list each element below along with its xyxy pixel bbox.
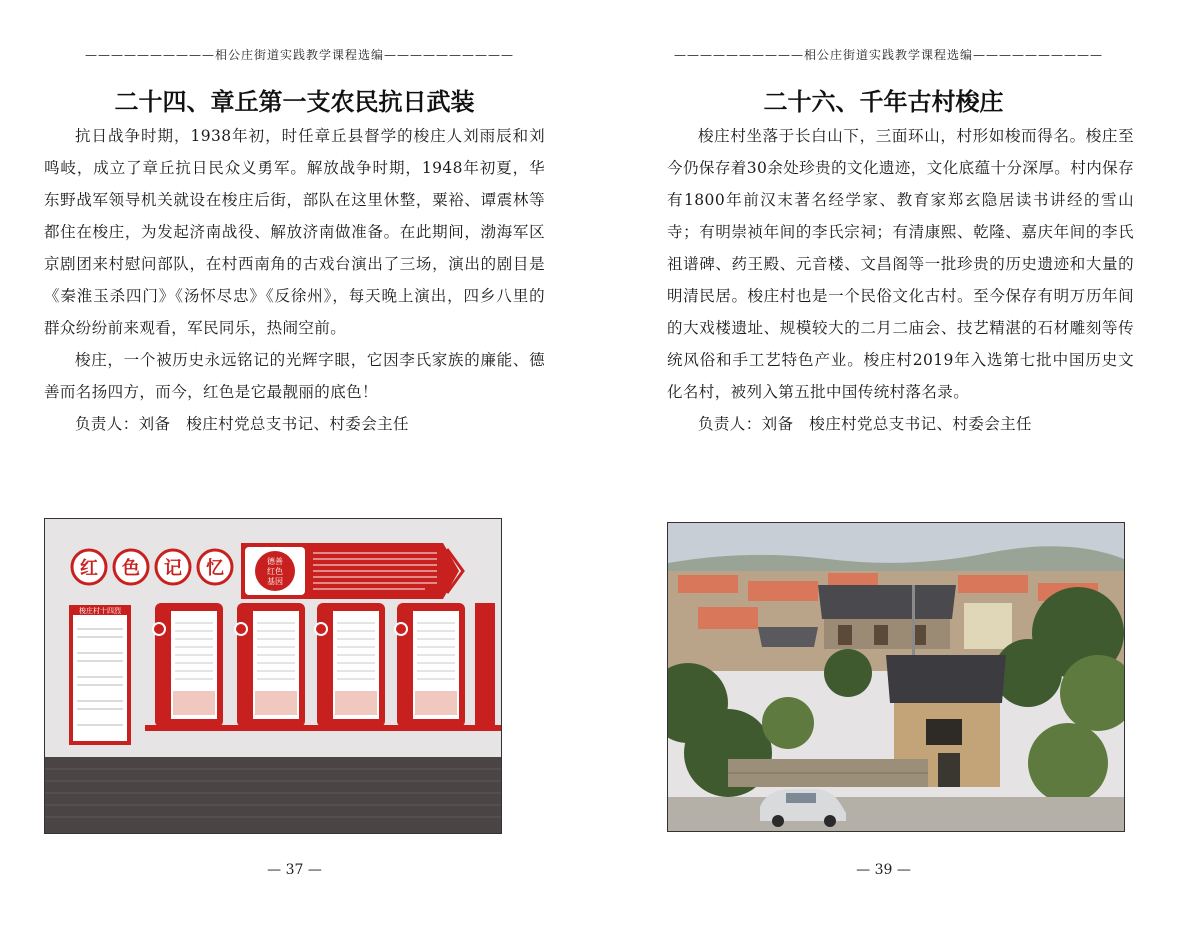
chapter-title: 二十六、千年古村梭庄 [763,87,1004,116]
body-text [44,120,545,440]
badge-line: 德善 [267,557,283,566]
right-page [589,0,1178,930]
paragraph: 梭庄村坐落于长白山下，三面环山，村形如梭而得名。梭庄至今仍保存着30余处珍贵的文化遗迹，文化底蕴十分深厚。村内保存有1800年前汉末著名经学家、教育家郑玄隐居读书讲经的雪山寺；有明崇祯年间的李氏宗祠；有清康熙、乾隆、嘉庆年间的李氏祖谱碑、药王殿、元音楼、文昌阁等一批珍贵的历史遗迹和大量的明清民居。梭庄村也是一个民俗文化古村。至今保存有明万历年间的大戏楼遗址、规模较大的二月二庙会、技艺精湛的石材雕刻等传统风俗和手工艺特色产业。梭庄村2019年入选第七批中国历史文化名村，被列入第五批中国传统村落名录。 [667,127,1134,401]
paragraph: 梭庄，一个被历史永远铭记的光辉字眼，它因李氏家族的廉能、德善而名扬四方，而今，红色是它最靓丽的底色！ [44,351,545,401]
banner-char: 记 [164,558,182,579]
badge-line: 基因 [267,577,283,586]
running-head: ——————————相公庄街道实践教学课程选编—————————— [84,48,514,62]
chapter-title: 二十四、章丘第一支农民抗日武装 [114,87,475,116]
banner-char: 忆 [206,558,224,579]
red-memory-wall-photo [44,518,502,834]
page-number: — 37 — [267,862,322,878]
red-memory-wall-illustration [45,519,501,833]
side-panel-title: 梭庄村十四烈 [79,607,121,615]
responsible-person: 负责人：刘备 梭庄村党总支书记、村委会主任 [698,415,1032,433]
running-head: ——————————相公庄街道实践教学课程选编—————————— [673,48,1103,62]
page-number: — 39 — [856,862,911,878]
paragraph: 抗日战争时期，1938年初，时任章丘县督学的梭庄人刘雨辰和刘鸣岐，成立了章丘抗日民众义勇军。解放战争时期，1948年初夏，华东野战军领导机关就设在梭庄后街，部队在这里休整，粟裕、谭震林等都住在梭庄，为发起济南战役、解放济南做准备。在此期间，渤海军区京剧团来村慰问部队，在村西南角的古戏台演出了三场，演出的剧目是《秦淮玉杀四门》《汤怀尽忠》《反徐州》，每天晚上演出，四乡八里的群众纷纷前来观看，军民同乐，热闹空前。 [44,127,545,337]
responsible-person: 负责人：刘备 梭庄村党总支书记、村委会主任 [75,415,409,433]
banner-char: 红 [80,558,98,579]
banner-char: 色 [122,558,140,579]
ancient-village-photo [667,522,1125,832]
body-text [667,120,1134,440]
village-landscape-illustration [668,523,1124,831]
badge-line: 红色 [267,567,283,576]
